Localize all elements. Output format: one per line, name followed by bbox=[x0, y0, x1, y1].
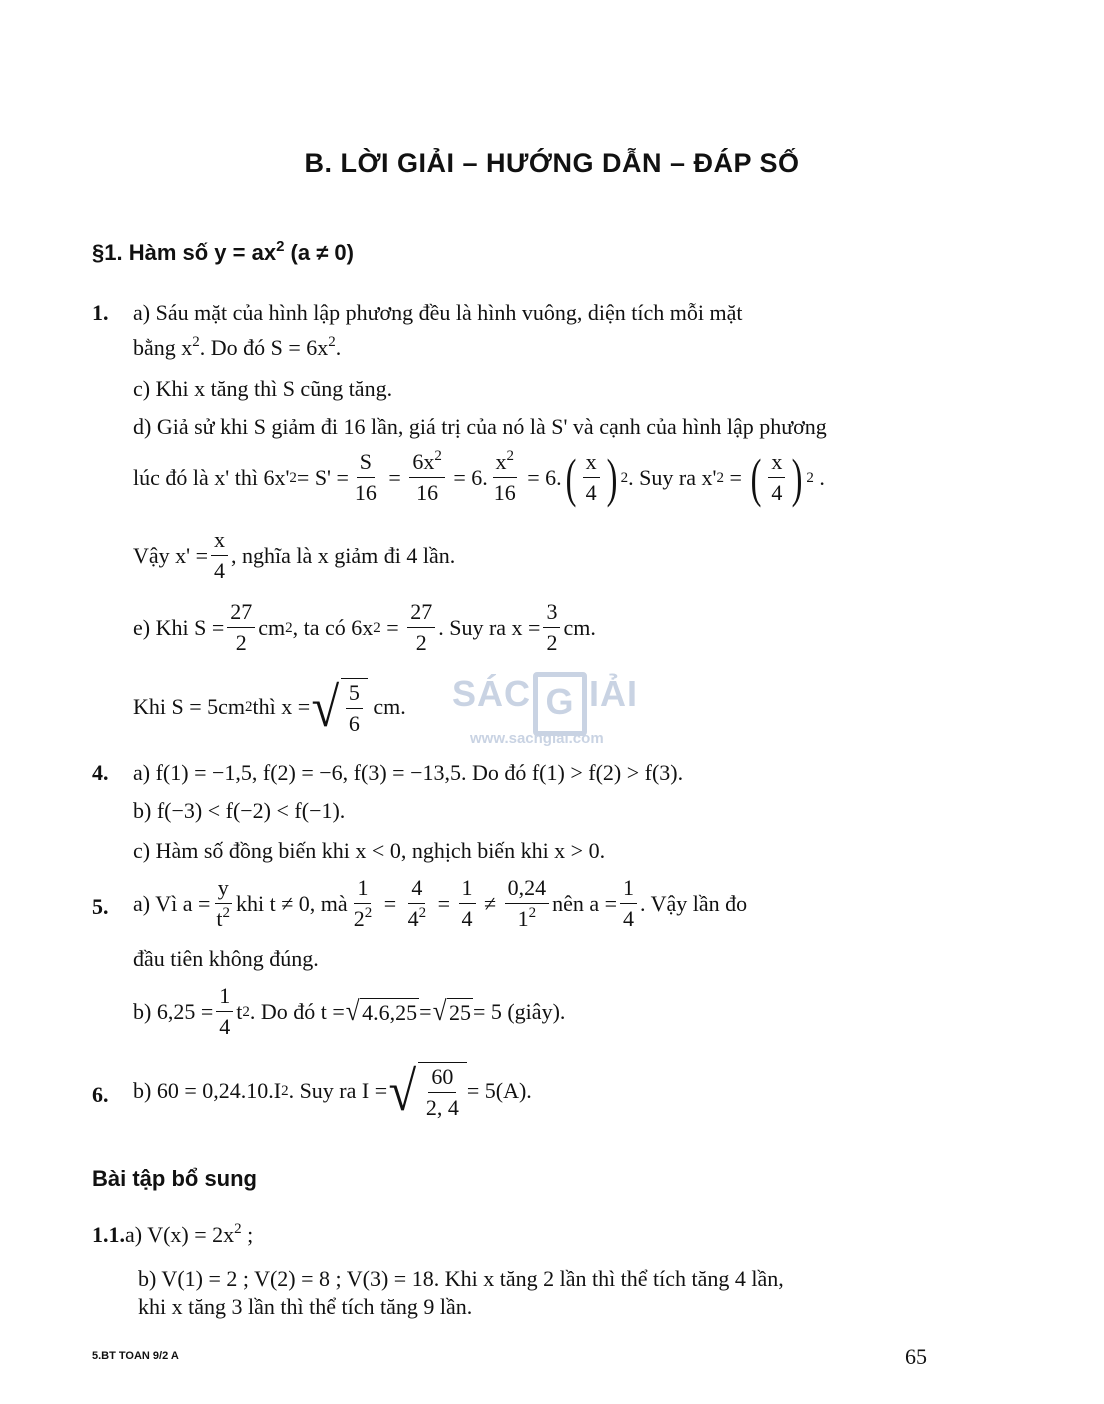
sqrt-4-625: √ 4.6,25 bbox=[345, 995, 418, 1027]
paren-x-over-4: ( $\frac{x}{4}$ ) 2 bbox=[565, 447, 629, 508]
watermark-box-letter: G bbox=[533, 672, 587, 736]
watermark-logo bbox=[452, 660, 662, 750]
footer-book-code: 5.BT TOAN 9/2 A bbox=[92, 1350, 179, 1362]
fraction-27-2: $\frac{27}{2}$ bbox=[227, 600, 255, 655]
problem-6-b: b) 60 = 0,24.10.I 2 . Suy ra I = √ $\frac{60}{2, 4}$ = 5(A). bbox=[133, 1061, 532, 1124]
problem-1-c: c) Khi x tăng thì S cũng tăng. bbox=[133, 376, 393, 401]
fraction-6x2-16: $\frac{6x^2}{16}$ bbox=[409, 450, 445, 505]
fraction-1-4-c: $\frac{1}{4}$ bbox=[216, 984, 233, 1039]
problem-5-a: a) Vì a = $\frac{y}{t^2}$ khi t ≠ 0, mà $\frac{1}{2^2}$ = $\frac{4}{4^2}$ = $\frac{1}{4}$ ≠ $\frac{0,24}{1^2}$ nên a = $\frac{1}{4}$ . Vậy lần đo bbox=[133, 875, 748, 932]
problem-5-a-line2: đầu tiên không đúng. bbox=[133, 946, 319, 971]
watermark-text-left: SÁC bbox=[452, 673, 532, 714]
fraction-s-16: $\frac{S}{16}$ bbox=[354, 449, 377, 506]
fraction-1-4: $\frac{1}{4}$ bbox=[459, 876, 476, 931]
paren-x-over-4-b: ( $\frac{x}{4}$ ) 2 bbox=[750, 447, 814, 508]
problem-1-1-b-line1: b) V(1) = 2 ; V(2) = 8 ; V(3) = 18. Khi x tăng 2 lần thì thể tích tăng 4 lần, bbox=[138, 1266, 784, 1291]
problem-6-number: 6. bbox=[92, 1082, 109, 1107]
problem-1-d-line1: d) Giả sử khi S giảm đi 16 lần, giá trị của nó là S' và cạnh của hình lập phương bbox=[133, 414, 827, 439]
fraction-024-1sq: $\frac{0,24}{1^2}$ bbox=[505, 876, 550, 931]
problem-1-vay: Vậy x' = $\frac{x}{4}$ , nghĩa là x giảm đi 4 lần. bbox=[133, 527, 456, 584]
problem-5-number: 5. bbox=[92, 894, 109, 919]
problem-4-b: b) f(−3) < f(−2) < f(−1). bbox=[133, 798, 346, 823]
problem-4-number: 4. bbox=[92, 760, 109, 785]
fraction-1-4-b: $\frac{1}{4}$ bbox=[620, 876, 637, 931]
problem-1-khi: Khi S = 5cm 2 thì x = √ $\frac{5}{6}$ cm. bbox=[133, 677, 406, 740]
fraction-y-t2: $\frac{y}{t^2}$ bbox=[216, 875, 230, 932]
problem-1-e: e) Khi S = $\frac{27}{2}$ cm 2 , ta có 6x 2 = $\frac{27}{2}$ . Suy ra x = $\frac{3}{2}$ cm. bbox=[133, 599, 596, 656]
fraction-1-2sq: $\frac{1}{2^2}$ bbox=[353, 875, 373, 932]
problem-1-a-line2: bằng $x^2$. Do đó $S = 6x^2$. bbox=[133, 334, 342, 360]
fraction-3-2: $\frac{3}{2}$ bbox=[543, 600, 560, 655]
problem-1-a-line1: a) Sáu mặt của hình lập phương đều là hình vuông, diện tích mỗi mặt bbox=[133, 300, 743, 325]
section-heading-1-exp: 2 bbox=[276, 238, 285, 255]
page-title: B. LỜI GIẢI – HƯỚNG DẪN – ĐÁP SỐ bbox=[304, 148, 800, 178]
watermark-url: www.sachgiai.com bbox=[470, 730, 604, 747]
problem-5-b: b) 6,25 = $\frac{1}{4}$ t 2 . Do đó t = √ 4.6,25 = √ 25 = 5 (giây). bbox=[133, 983, 566, 1040]
sqrt-5-over-6: √ $\frac{5}{6}$ bbox=[310, 678, 368, 736]
problem-1-number: 1. bbox=[92, 300, 109, 325]
problem-1-1-a: 1.1.a) $V(x) = 2x^2$ ; bbox=[92, 1221, 254, 1247]
section-heading-1 bbox=[92, 240, 354, 266]
sqrt-60-over-24: √ $\frac{60}{2, 4}$ bbox=[387, 1062, 467, 1120]
section-heading-2: Bài tập bổ sung bbox=[92, 1166, 257, 1191]
section-heading-1-text: §1. Hàm số y = ax bbox=[92, 240, 277, 265]
section-heading-1-cond: (a ≠ 0) bbox=[284, 240, 354, 265]
page-number: 65 bbox=[905, 1344, 927, 1369]
sqrt-25: √ 25 bbox=[432, 995, 471, 1027]
fraction-x2-16: $\frac{x^2}{16}$ bbox=[493, 448, 516, 506]
problem-1-d-equation: lúc đó là x' thì 6x' 2 = S' = $\frac{S}{16}$ = $\frac{6x^2}{16}$ = 6. $\frac{x^2}{16}$ = 6. ( $\frac{x}{4}$ ) 2 . Suy ra x' 2 = ( $\frac{x}{4}$ ) 2 . bbox=[133, 447, 825, 508]
problem-1-1-b-line2: khi x tăng 3 lần thì thể tích tăng 9 lần. bbox=[138, 1294, 473, 1319]
fraction-27-2-b: $\frac{27}{2}$ bbox=[407, 600, 435, 655]
fraction-x-4: $\frac{x}{4}$ bbox=[211, 528, 228, 583]
fraction-4-4sq: $\frac{4}{4^2}$ bbox=[407, 875, 427, 932]
problem-4-a: a) f(1) = −1,5, f(2) = −6, f(3) = −13,5. Do đó f(1) > f(2) > f(3). bbox=[133, 760, 684, 785]
watermark-text-right: IẢI bbox=[589, 673, 639, 714]
problem-4-c: c) Hàm số đồng biến khi x < 0, nghịch biến khi x > 0. bbox=[133, 838, 606, 863]
